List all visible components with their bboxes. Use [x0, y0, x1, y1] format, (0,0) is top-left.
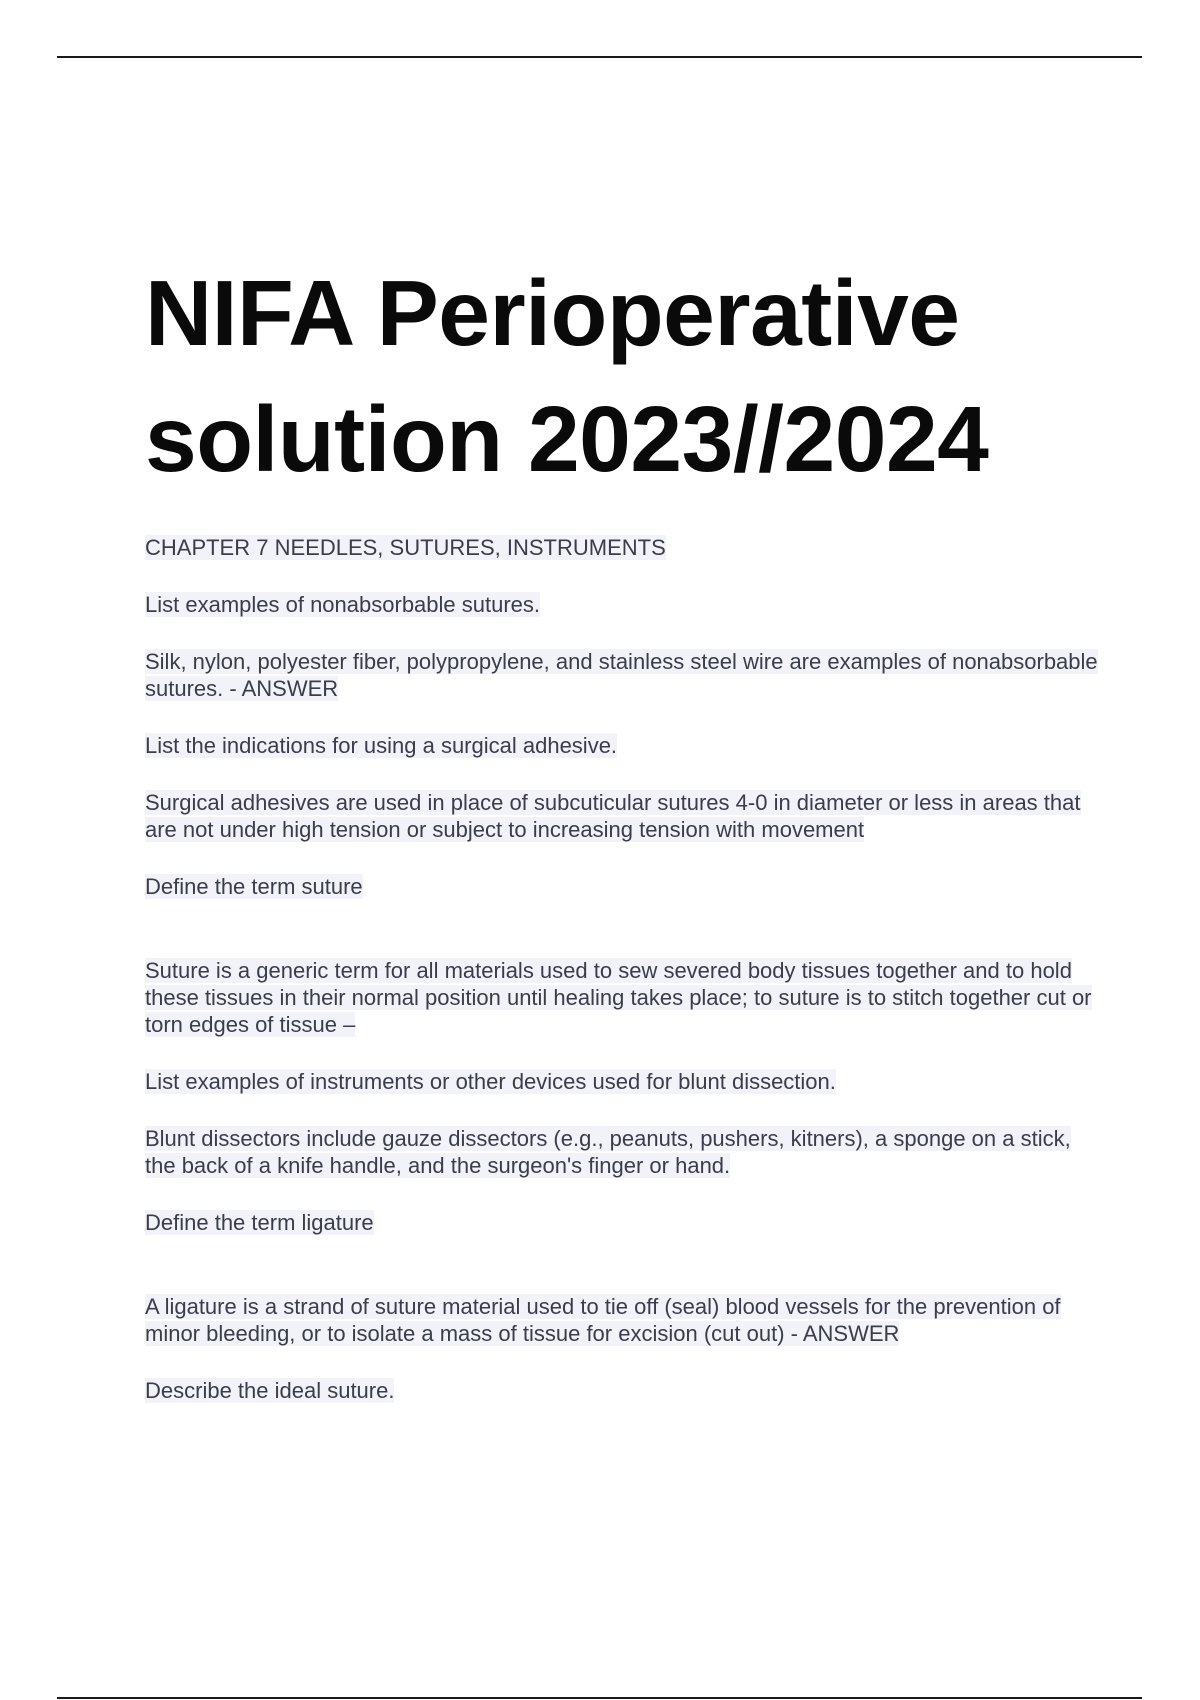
document-title	[145, 250, 1105, 502]
question-surgical-adhesive: List the indications for using a surgical adhesive.	[145, 733, 618, 758]
document-content	[145, 534, 1105, 1404]
chapter-heading: CHAPTER 7 NEEDLES, SUTURES, INSTRUMENTS	[145, 535, 666, 560]
document-body	[145, 250, 1105, 1404]
question-define-ligature: Define the term ligature	[145, 1210, 374, 1235]
answer-define-ligature: A ligature is a strand of suture material used to tie off (seal) blood vessels for the prevention of minor bleeding, or to isolate a mass of tissue for excision (cut out) - ANSWER	[145, 1294, 1061, 1346]
question-blunt-dissection: List examples of instruments or other devices used for blunt dissection.	[145, 1069, 836, 1094]
top-rule	[57, 56, 1142, 58]
answer-define-suture: Suture is a generic term for all materials used to sew severed body tissues together and to hold these tissues in their normal position until healing takes place; to suture is to stitch together cut or torn edges of tissue –	[145, 958, 1092, 1037]
answer-nonabsorbable-sutures: Silk, nylon, polyester fiber, polypropylene, and stainless steel wire are examples of nonabsorbable sutures. - ANSWER	[145, 649, 1098, 701]
question-ideal-suture: Describe the ideal suture.	[145, 1378, 395, 1403]
bottom-rule	[57, 1697, 1142, 1699]
answer-blunt-dissection: Blunt dissectors include gauze dissectors (e.g., peanuts, pushers, kitners), a sponge on a stick, the back of a knife handle, and the surgeon's finger or hand.	[145, 1126, 1071, 1178]
question-nonabsorbable-sutures: List examples of nonabsorbable sutures.	[145, 592, 541, 617]
title-line-2: solution 2023//2024	[145, 387, 989, 491]
title-line-1: NIFA Perioperative	[145, 261, 960, 365]
answer-surgical-adhesive: Surgical adhesives are used in place of subcuticular sutures 4-0 in diameter or less in areas that are not under high tension or subject to increasing tension with movement	[145, 790, 1081, 842]
question-define-suture: Define the term suture	[145, 874, 363, 899]
